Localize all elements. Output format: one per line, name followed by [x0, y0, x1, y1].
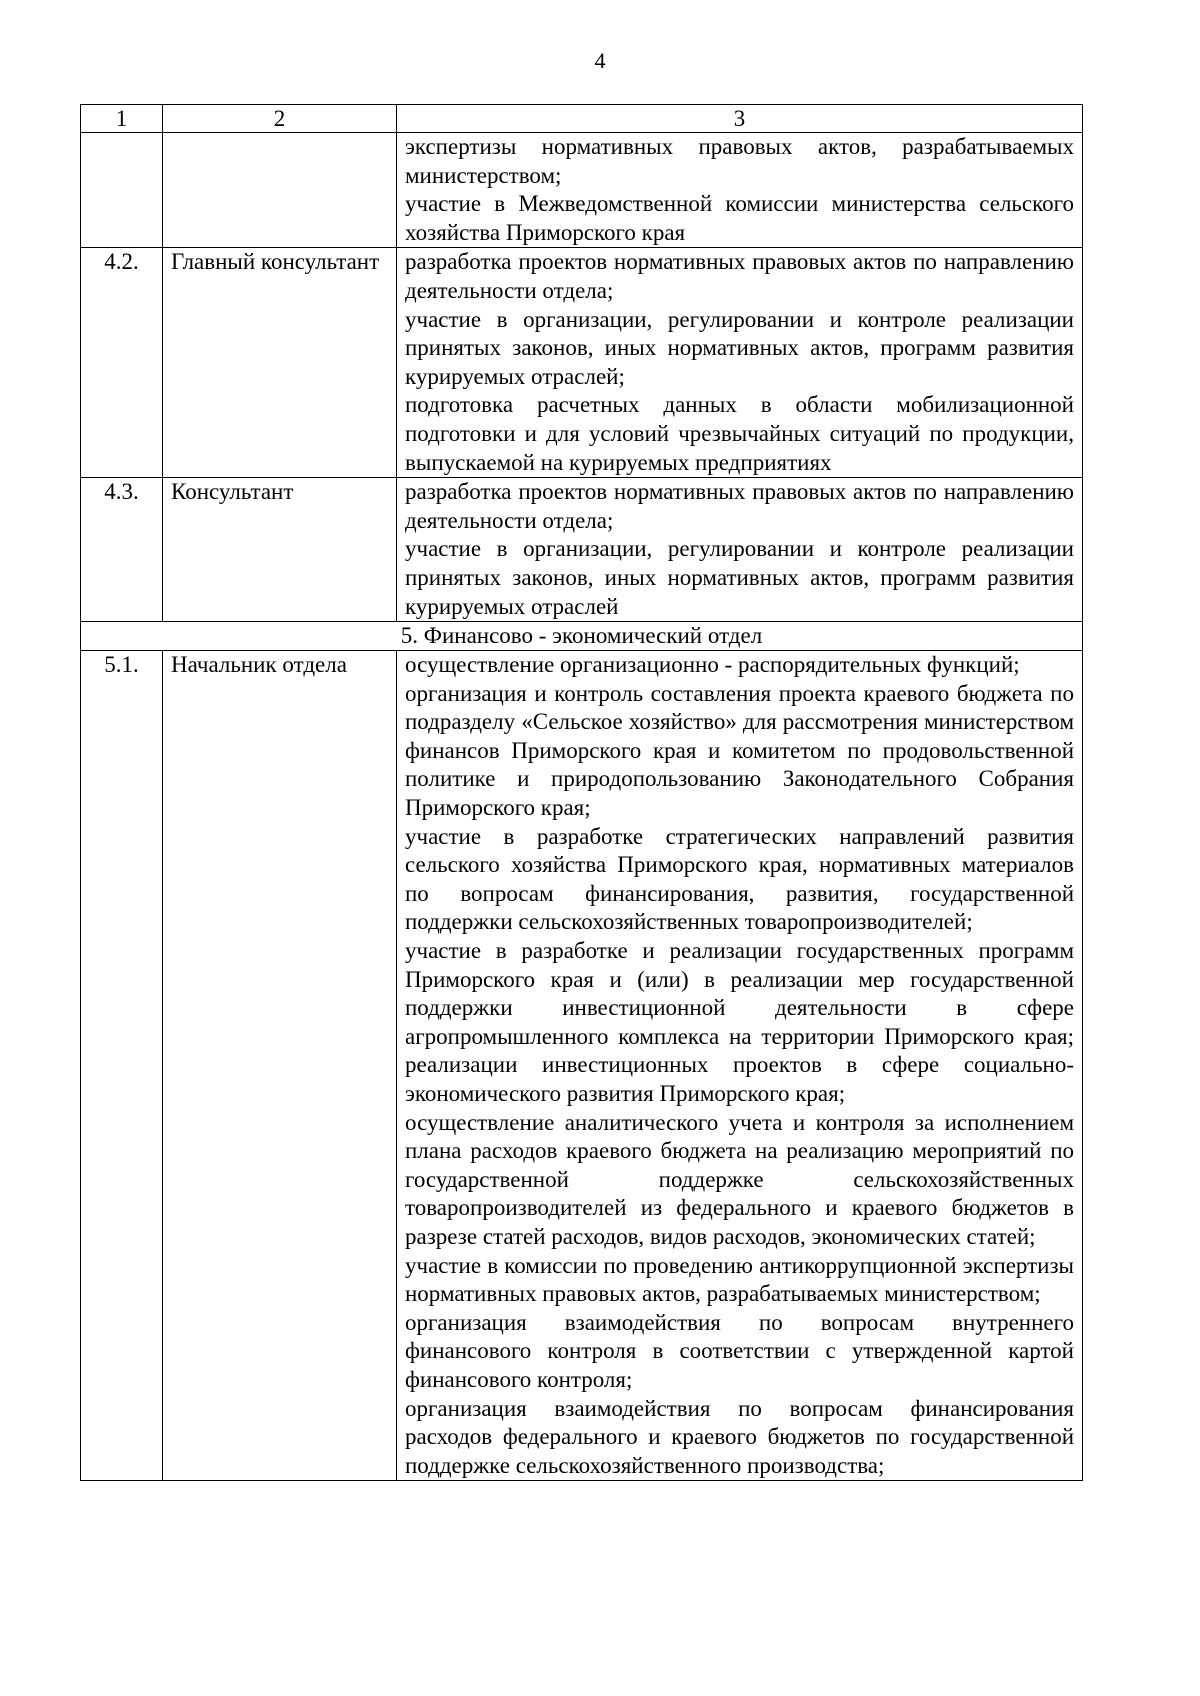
position-cell	[163, 133, 397, 248]
column-header-2: 2	[163, 105, 397, 133]
duty-item: разработка проектов нормативных правовых актов по направлению деятельности отдела;	[405, 249, 1074, 303]
row-number-cell: 5.1.	[81, 651, 163, 1481]
duty-item: участие в организации, регулировании и контроле реализации принятых законов, иных нормативных актов, программ развития курируемых отраслей;	[405, 306, 1074, 389]
duties-cell	[397, 651, 1083, 1481]
duty-item: участие в комиссии по проведению антикоррупционной экспертизы нормативных правовых актов, разрабатываемых министерством;	[405, 1252, 1074, 1307]
table-header-row	[81, 105, 1083, 133]
row-number-cell: 4.3.	[81, 478, 163, 622]
duty-item: организация взаимодействия по вопросам финансирования расходов федерального и краевого бюджетов по государственной поддержке сельскохозяйственного производства;	[405, 1395, 1074, 1478]
duties-table	[80, 104, 1083, 1481]
duty-item: экспертизы нормативных правовых актов, разрабатываемых министерством;	[405, 134, 1074, 188]
table-row	[81, 133, 1083, 248]
duties-cell	[397, 248, 1083, 478]
position-cell: Главный консультант	[163, 248, 397, 478]
duty-item: организация и контроль составления проекта краевого бюджета по подразделу «Сельское хозяйство» для рассмотрения министерством финансов Приморского края и комитетом по продовольственной политике и природопользованию Законодательного Собрания Приморского края;	[405, 680, 1074, 821]
table-row	[81, 478, 1083, 622]
section-title: 5. Финансово - экономический отдел	[81, 622, 1083, 651]
duties-cell	[397, 133, 1083, 248]
duty-item: организация взаимодействия по вопросам внутреннего финансового контроля в соответствии с утвержденной картой финансового контроля;	[405, 1309, 1074, 1392]
row-number-cell: 4.2.	[81, 248, 163, 478]
duty-item: подготовка расчетных данных в области мобилизационной подготовки и для условий чрезвычайных ситуаций по продукции, выпускаемой на курируемых предприятиях	[405, 392, 1074, 475]
duty-item: участие в разработке и реализации государственных программ Приморского края и (или) в реализации мер государственной поддержки инвестиционной деятельности в сфере агропромышленного комплекса на территории Приморского края; реализации инвестиционных проектов в сфере социально-экономического развития Приморского края;	[405, 938, 1074, 1106]
row-number-cell	[81, 133, 163, 248]
table-row	[81, 248, 1083, 478]
duties-cell	[397, 478, 1083, 622]
duty-item: участие в Межведомственной комиссии министерства сельского хозяйства Приморского края	[405, 191, 1074, 245]
position-cell: Начальник отдела	[163, 651, 397, 1481]
duty-item: участие в разработке стратегических направлений развития сельского хозяйства Приморского края, нормативных материалов по вопросам финансирования, развития, государственной поддержки сельскохозяйственных товаропроизводителей;	[405, 823, 1074, 935]
position-cell: Консультант	[163, 478, 397, 622]
duty-item: осуществление аналитического учета и контроля за исполнением плана расходов краевого бюджета на реализацию мероприятий по государственной поддержке сельскохозяйственных товаропроизводителей из федерального и краевого бюджетов в разрезе статей расходов, видов расходов, экономических статей;	[405, 1109, 1074, 1249]
duty-item: участие в организации, регулировании и контроле реализации принятых законов, иных нормативных актов, программ развития курируемых отраслей	[405, 536, 1074, 619]
column-header-1: 1	[81, 105, 163, 133]
column-header-3: 3	[397, 105, 1083, 133]
page-number: 4	[594, 48, 606, 73]
duty-item: осуществление организационно - распорядительных функций;	[405, 652, 1020, 678]
duty-item: разработка проектов нормативных правовых актов по направлению деятельности отдела;	[405, 479, 1074, 533]
section-title-row	[81, 622, 1083, 651]
table-row	[81, 651, 1083, 1481]
